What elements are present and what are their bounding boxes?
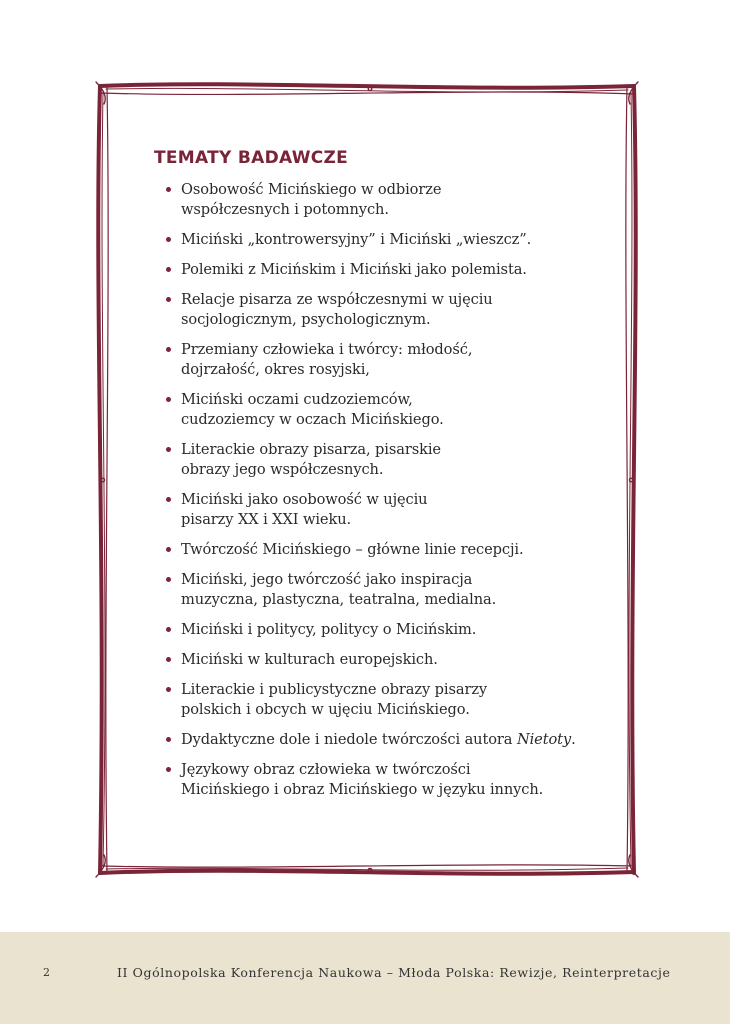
list-item: Relacje pisarza ze współczesnymi w ujęciu socjologicznym, psychologicznym.	[166, 290, 604, 330]
list-item: Miciński oczami cudzoziemców, cudzoziemcy w oczach Micińskiego.	[166, 390, 604, 430]
bullet-icon	[166, 737, 171, 742]
bullet-icon	[166, 237, 171, 242]
bullet-icon	[166, 447, 171, 452]
list-item: Miciński jako osobowość w ujęciu pisarzy XX i XXI wieku.	[166, 490, 604, 530]
bullet-icon	[166, 347, 171, 352]
list-item: Przemiany człowieka i twórcy: młodość, dojrzałość, okres rosyjski,	[166, 340, 604, 380]
bullet-icon	[166, 267, 171, 272]
page-number: 2	[43, 966, 50, 979]
bullet-icon	[166, 297, 171, 302]
list-item: Miciński, jego twórczość jako inspiracja muzyczna, plastyczna, teatralna, medialna.	[166, 570, 604, 610]
bullet-icon	[166, 627, 171, 632]
conference-title: II Ogólnopolska Konferencja Naukowa – Młoda Polska: Rewizje, Reinterpretacje	[117, 965, 671, 980]
list-item: Literackie i publicystyczne obrazy pisarzy polskich i obcych w ujęciu Micińskiego.	[166, 680, 604, 720]
bullet-icon	[166, 657, 171, 662]
bullet-icon	[166, 397, 171, 402]
bullet-icon	[166, 187, 171, 192]
bullet-icon	[166, 497, 171, 502]
list-item: Miciński i politycy, politycy o Micińskim.	[166, 620, 604, 640]
section-heading: TEMATY BADAWCZE	[154, 148, 349, 168]
list-item: Osobowość Micińskiego w odbiorze współczesnych i potomnych.	[166, 180, 604, 220]
page-footer	[0, 932, 730, 1024]
list-item: Miciński w kulturach europejskich.	[166, 650, 604, 670]
list-item: Dydaktyczne dole i niedole twórczości autora Nietoty.	[166, 730, 604, 750]
list-item: Językowy obraz człowieka w twórczości Micińskiego i obraz Micińskiego w języku innych.	[166, 760, 604, 800]
bullet-icon	[166, 577, 171, 582]
topics-list	[154, 180, 604, 800]
bullet-icon	[166, 687, 171, 692]
list-item: Twórczość Micińskiego – główne linie recepcji.	[166, 540, 604, 560]
list-item: Miciński „kontrowersyjny” i Miciński „wieszcz”.	[166, 230, 604, 250]
topics-panel	[154, 148, 604, 810]
bullet-icon	[166, 547, 171, 552]
list-item: Literackie obrazy pisarza, pisarskie obrazy jego współczesnych.	[166, 440, 604, 480]
bullet-icon	[166, 767, 171, 772]
list-item: Polemiki z Micińskim i Miciński jako polemista.	[166, 260, 604, 280]
